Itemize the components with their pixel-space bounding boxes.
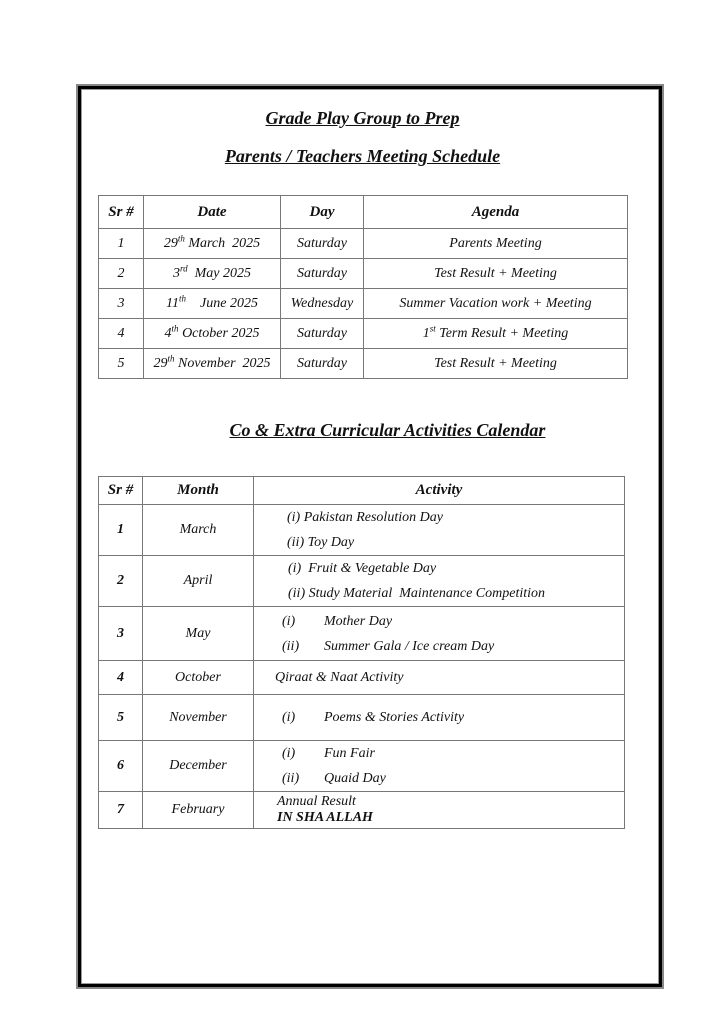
month-cell: March <box>143 505 254 556</box>
activity-cell <box>254 741 625 792</box>
date-day-number: 4 <box>164 325 172 341</box>
activity-item-text: Quaid Day <box>324 771 386 786</box>
date-cell <box>144 319 281 349</box>
date-cell <box>144 259 281 289</box>
date-month-year: October 2025 <box>178 325 260 341</box>
column-header-day: Day <box>281 196 364 229</box>
activity-item <box>282 609 624 634</box>
date-month-year: May 2025 <box>187 265 252 281</box>
date-day-number: 29 <box>163 235 178 251</box>
activity-item-text: Poems & Stories Activity <box>324 710 465 725</box>
table-row <box>99 741 625 792</box>
activity-cell <box>254 695 625 741</box>
date-ordinal-suffix: rd <box>179 262 188 273</box>
table-row <box>99 289 628 319</box>
table-row <box>99 319 628 349</box>
day-cell: Saturday <box>281 319 364 349</box>
table-row <box>99 556 625 607</box>
activity-item <box>282 634 624 659</box>
day-cell: Saturday <box>281 349 364 379</box>
date-day-number: 29 <box>153 355 168 371</box>
activity-item <box>287 505 624 530</box>
activity-item <box>275 665 624 690</box>
table-row <box>99 661 625 695</box>
activity-item-text: Study Material Maintenance Competition <box>305 586 546 601</box>
sr-cell: 4 <box>99 661 143 695</box>
month-cell: October <box>143 661 254 695</box>
column-header-date: Date <box>144 196 281 229</box>
activity-item-text: Summer Gala / Ice cream Day <box>324 638 495 654</box>
sr-cell: 2 <box>99 259 144 289</box>
agenda-cell <box>364 289 628 319</box>
activity-cell <box>254 792 625 829</box>
date-month-year: March 2025 <box>184 235 261 251</box>
column-header-agenda: Agenda <box>364 196 628 229</box>
table-row <box>99 607 625 661</box>
activity-item-text: Qiraat & Naat Activity <box>275 670 404 685</box>
column-header-month: Month <box>143 477 254 505</box>
column-header-sr: Sr # <box>99 196 144 229</box>
date-cell <box>144 349 281 379</box>
activity-item-number: (i) <box>287 510 301 525</box>
meeting-schedule-title: Parents / Teachers Meeting Schedule <box>224 146 501 166</box>
column-header-activity: Activity <box>254 477 625 505</box>
activity-item-number: (i) <box>282 710 296 725</box>
activity-cell <box>254 661 625 695</box>
date-ordinal-suffix: th <box>171 322 179 333</box>
agenda-text: Summer Vacation work + Meeting <box>399 295 592 311</box>
activity-cell <box>254 505 625 556</box>
sr-cell: 4 <box>99 319 144 349</box>
month-cell: November <box>143 695 254 741</box>
sr-cell: 5 <box>99 695 143 741</box>
activity-item <box>288 556 624 581</box>
sr-cell: 1 <box>99 229 144 259</box>
agenda-cell <box>364 259 628 289</box>
activity-item-number: (ii) <box>288 586 306 601</box>
table-header-row <box>99 477 625 505</box>
activity-item-number: (ii) <box>282 771 300 786</box>
table-row <box>99 349 628 379</box>
activities-calendar-table <box>98 476 625 829</box>
table-row <box>99 792 625 829</box>
activity-item-number: (i) <box>288 561 302 576</box>
agenda-cell <box>364 229 628 259</box>
activity-item-number: (i) <box>282 613 296 629</box>
table-row <box>99 505 625 556</box>
agenda-text: Test Result + Meeting <box>434 355 557 371</box>
month-cell: February <box>143 792 254 829</box>
sr-cell: 7 <box>99 792 143 829</box>
table-header-row <box>99 196 628 229</box>
agenda-ordinal-suffix: st <box>429 322 436 333</box>
activity-item-number: (ii) <box>287 535 305 550</box>
activity-item-text: Fun Fair <box>324 746 375 761</box>
activity-item <box>282 705 624 730</box>
date-ordinal-suffix: th <box>167 352 175 363</box>
activity-item-text: Fruit & Vegetable Day <box>301 561 437 576</box>
activity-item <box>282 741 624 766</box>
activity-item <box>287 530 624 555</box>
meeting-schedule-table <box>98 195 628 379</box>
activity-item <box>277 794 624 810</box>
sr-cell: 5 <box>99 349 144 379</box>
day-cell: Saturday <box>281 229 364 259</box>
date-day-number: 3 <box>172 265 180 281</box>
table-row <box>99 259 628 289</box>
table-row <box>99 229 628 259</box>
sr-cell: 6 <box>99 741 143 792</box>
month-cell: May <box>143 607 254 661</box>
agenda-text: Test Result + Meeting <box>434 265 557 281</box>
activity-item-text: Pakistan Resolution Day <box>300 510 443 525</box>
activity-cell <box>254 607 625 661</box>
activity-item-text: Mother Day <box>324 613 393 629</box>
day-cell: Saturday <box>281 259 364 289</box>
activity-item-text: Annual Result <box>277 794 356 809</box>
agenda-cell <box>364 349 628 379</box>
date-month-year: June 2025 <box>186 295 258 311</box>
date-day-number: 11 <box>166 295 179 311</box>
activity-item-number: (i) <box>282 746 296 761</box>
grade-title: Grade Play Group to Prep <box>265 108 460 128</box>
agenda-ordinal-number: 1 <box>422 325 430 341</box>
sr-cell: 1 <box>99 505 143 556</box>
date-cell <box>144 289 281 319</box>
date-cell <box>144 229 281 259</box>
day-cell: Wednesday <box>281 289 364 319</box>
agenda-text: Parents Meeting <box>449 235 542 251</box>
activities-calendar-title: Co & Extra Curricular Activities Calendar <box>229 420 546 440</box>
table-row <box>99 695 625 741</box>
month-cell: April <box>143 556 254 607</box>
agenda-cell <box>364 319 628 349</box>
agenda-text: Term Result + Meeting <box>435 325 569 341</box>
activity-item <box>282 766 624 791</box>
activity-item-number: (ii) <box>282 638 300 654</box>
date-month-year: November 2025 <box>174 355 271 371</box>
activity-item-text: Toy Day <box>304 535 355 550</box>
sr-cell: 2 <box>99 556 143 607</box>
date-ordinal-suffix: th <box>179 292 187 303</box>
column-header-sr: Sr # <box>99 477 143 505</box>
activity-cell <box>254 556 625 607</box>
date-ordinal-suffix: th <box>177 232 185 243</box>
sr-cell: 3 <box>99 607 143 661</box>
activity-item-text: IN SHA ALLAH <box>277 810 373 825</box>
activity-item <box>288 581 624 606</box>
sr-cell: 3 <box>99 289 144 319</box>
activity-item <box>277 810 624 826</box>
month-cell: December <box>143 741 254 792</box>
